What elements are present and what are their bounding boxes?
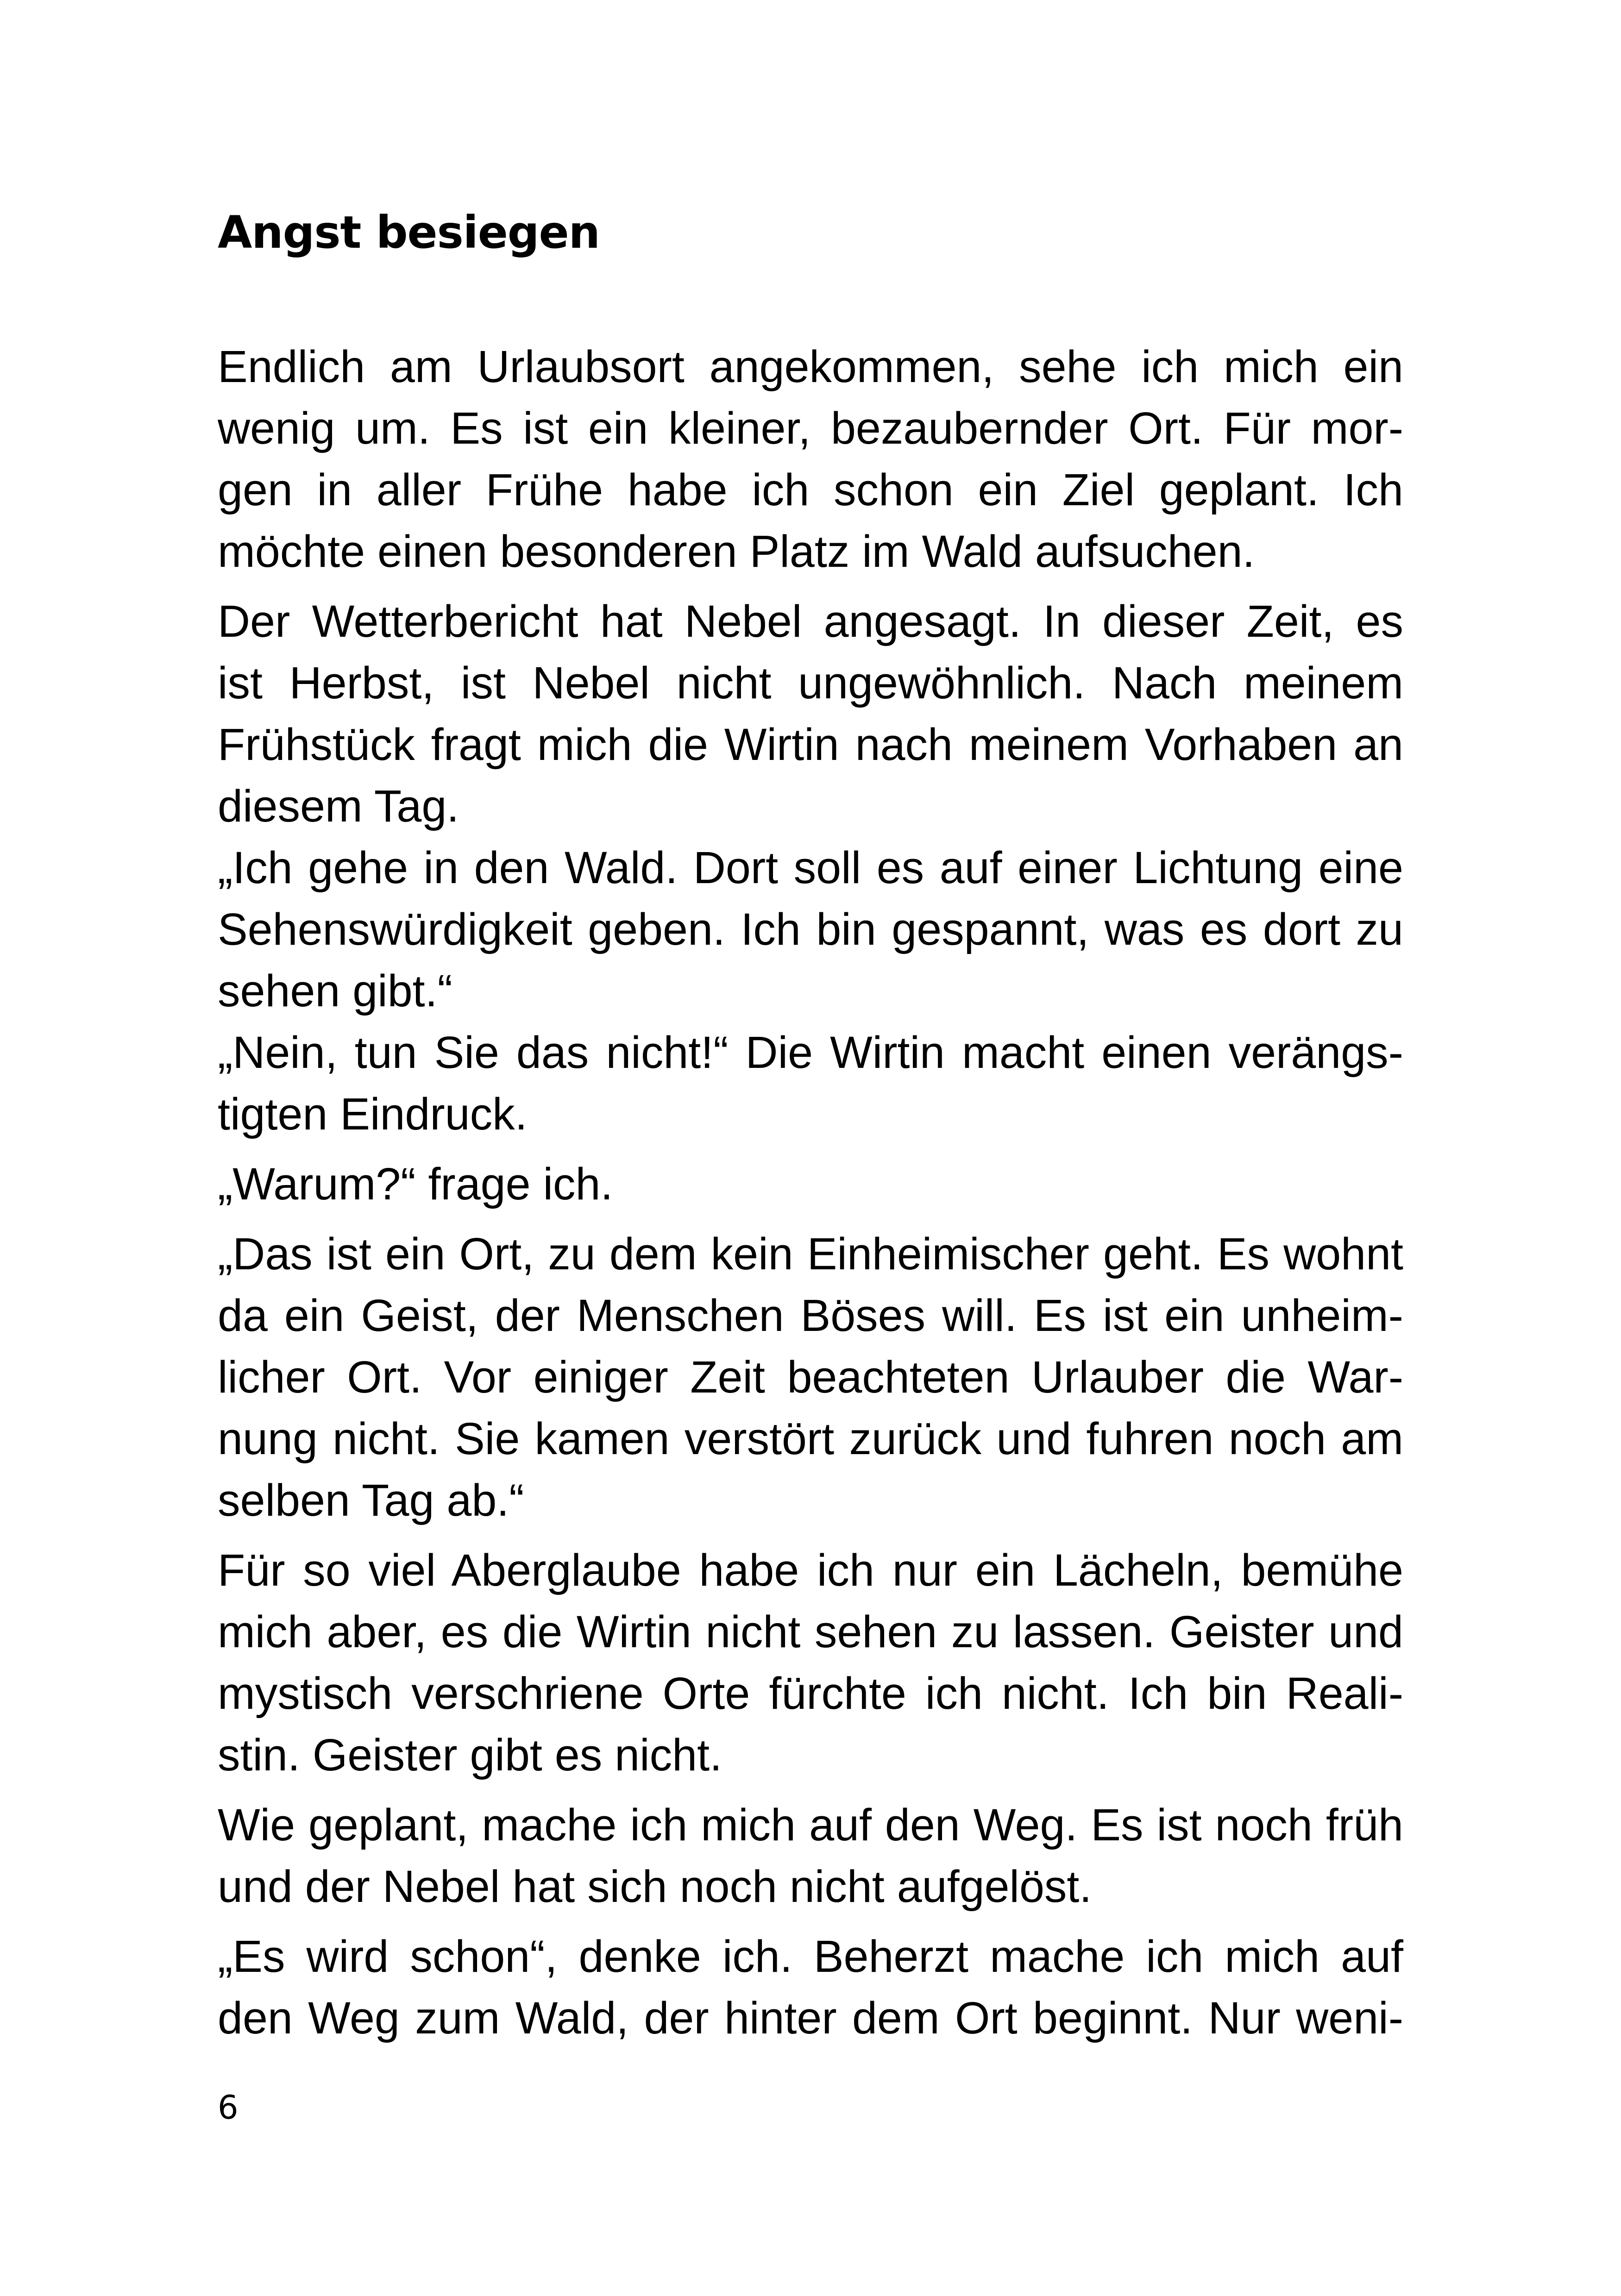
text-line: „Ich gehe in den Wald. Dort soll es auf einer Lichtung eine	[218, 842, 1403, 893]
text-line: da ein Geist, der Menschen Böses will. Es ist ein unheim-	[218, 1290, 1403, 1341]
text-line: stin. Geister gibt es nicht.	[218, 1730, 723, 1780]
paragraph	[218, 1153, 1403, 1215]
page-number: 6	[218, 2089, 239, 2127]
text-line: sehen gibt.“	[218, 966, 452, 1016]
text-line: „Warum?“ frage ich.	[218, 1159, 613, 1209]
paragraph	[218, 590, 1403, 837]
text-line: licher Ort. Vor einiger Zeit beachteten Urlauber die War-	[218, 1352, 1403, 1402]
paragraph	[218, 1022, 1403, 1145]
paragraph	[218, 1794, 1403, 1917]
text-line: „Nein, tun Sie das nicht!“ Die Wirtin macht einen verängs-	[218, 1027, 1403, 1078]
text-line: Für so viel Aberglaube habe ich nur ein Lächeln, bemühe	[218, 1545, 1403, 1595]
text-line: mystisch verschriene Orte fürchte ich nicht. Ich bin Reali-	[218, 1668, 1403, 1719]
paragraph	[218, 1926, 1403, 2049]
chapter-title: Angst besiegen	[218, 207, 600, 258]
text-line: „Es wird schon“, denke ich. Beherzt mache ich mich auf	[218, 1931, 1403, 1982]
text-line: den Weg zum Wald, der hinter dem Ort beginnt. Nur weni-	[218, 1993, 1403, 2043]
text-line: gen in aller Frühe habe ich schon ein Ziel geplant. Ich	[218, 464, 1403, 515]
paragraph	[218, 837, 1403, 1022]
text-line: Frühstück fragt mich die Wirtin nach meinem Vorhaben an	[218, 719, 1403, 770]
text-line: nung nicht. Sie kamen verstört zurück und fuhren noch am	[218, 1413, 1403, 1464]
paragraph	[218, 1539, 1403, 1786]
text-line: möchte einen besonderen Platz im Wald aufsuchen.	[218, 526, 1255, 577]
text-line: diesem Tag.	[218, 781, 459, 831]
chapter-body	[218, 336, 1403, 2049]
text-line: Sehenswürdigkeit geben. Ich bin gespannt, was es dort zu	[218, 904, 1403, 954]
text-line: tigten Eindruck.	[218, 1089, 528, 1139]
text-line: selben Tag ab.“	[218, 1475, 524, 1525]
text-line: „Das ist ein Ort, zu dem kein Einheimischer geht. Es wohnt	[218, 1229, 1403, 1279]
text-line: Wie geplant, mache ich mich auf den Weg. Es ist noch früh	[218, 1800, 1403, 1850]
text-line: Endlich am Urlaubsort angekommen, sehe ich mich ein	[218, 341, 1403, 392]
text-line: Der Wetterbericht hat Nebel angesagt. In dieser Zeit, es	[218, 596, 1403, 646]
text-line: wenig um. Es ist ein kleiner, bezaubernder Ort. Für mor-	[218, 403, 1403, 453]
text-line: mich aber, es die Wirtin nicht sehen zu lassen. Geister und	[218, 1606, 1403, 1657]
paragraph	[218, 336, 1403, 582]
paragraph	[218, 1223, 1403, 1531]
text-line: und der Nebel hat sich noch nicht aufgelöst.	[218, 1861, 1092, 1912]
text-line: ist Herbst, ist Nebel nicht ungewöhnlich. Nach meinem	[218, 658, 1403, 708]
